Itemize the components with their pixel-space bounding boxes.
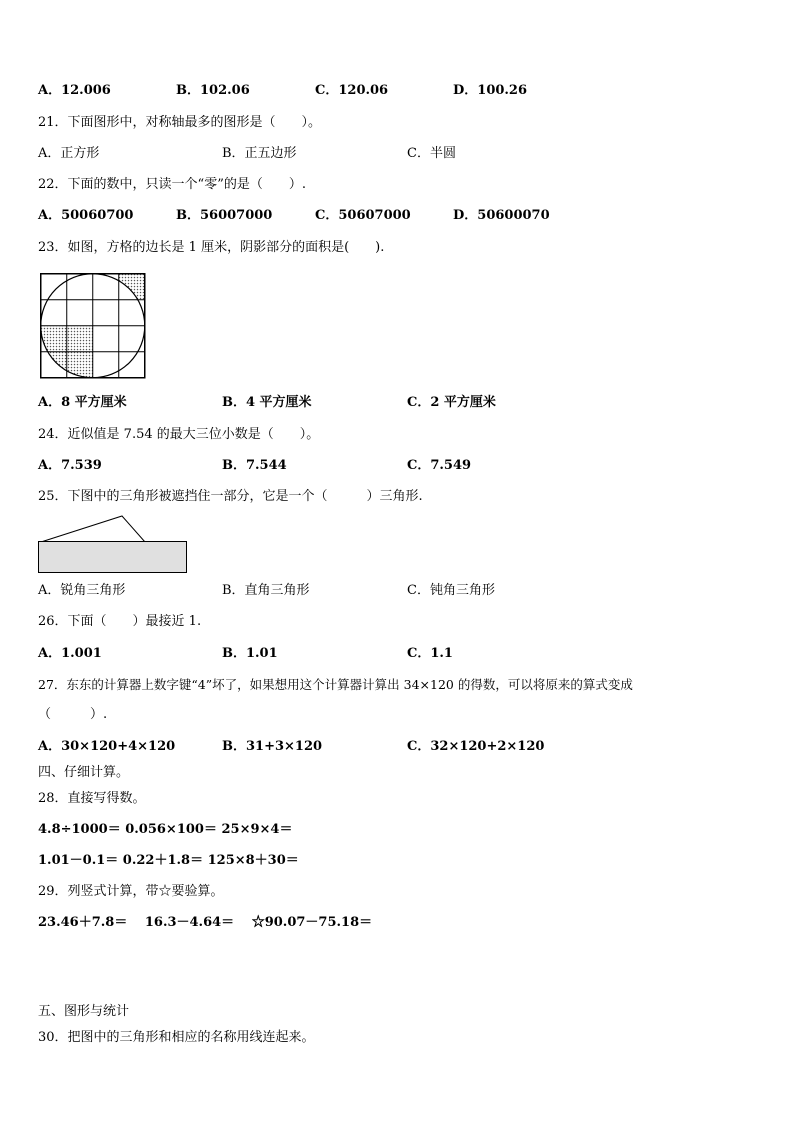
q25-option-a: A．锐角三角形	[38, 583, 126, 598]
q24-option-a: A．7.539	[38, 458, 102, 473]
q27-stem-blank: （ ）.	[38, 707, 108, 722]
section4-heading: 四、仔细计算。	[38, 765, 130, 780]
q22-stem: 22．下面的数中，只读一个“零”的是（ ）.	[38, 177, 306, 192]
q20-option-b: B．102.06	[176, 83, 250, 98]
q21-option-b: B．正五边形	[222, 146, 297, 161]
q24-option-c: C．7.549	[407, 458, 472, 473]
q26-option-c: C．1.1	[407, 646, 453, 661]
q22-option-c: C．50607000	[315, 208, 411, 223]
q21-option-a: A．正方形	[38, 146, 100, 161]
q25-option-b: B．直角三角形	[222, 583, 310, 598]
q23-option-b: B．4 平方厘米	[222, 395, 312, 410]
q27-option-c: C．32×120+2×120	[407, 739, 545, 754]
q21-stem: 21．下面图形中，对称轴最多的图形是（ ）。	[38, 115, 322, 130]
q20-option-d: D．100.26	[453, 83, 528, 98]
q27-stem: 27．东东的计算器上数字键“4”坏了，如果想用这个计算器计算出 34×120 的得数，可以将原来的算式变成	[38, 677, 633, 692]
q28-stem: 28．直接写得数。	[38, 791, 146, 806]
q24-stem: 24．近似值是 7.54 的最大三位小数是（ ）。	[38, 427, 320, 442]
q26-option-b: B．1.01	[222, 646, 278, 661]
q25-stem: 25．下图中的三角形被遮挡住一部分，它是一个（ ）三角形.	[38, 489, 423, 504]
q25-option-c: C．钝角三角形	[407, 583, 495, 598]
q22-option-a: A．50060700	[38, 208, 134, 223]
q20-option-c: C．120.06	[315, 83, 389, 98]
q20-option-a: A．12.006	[38, 83, 111, 98]
q27-option-a: A．30×120+4×120	[38, 739, 176, 754]
q23-option-c: C．2 平方厘米	[407, 395, 496, 410]
cover-rectangle	[39, 542, 187, 573]
q22-option-b: B．56007000	[176, 208, 273, 223]
hidden-triangle-figure	[37, 514, 189, 575]
q26-option-a: A．1.001	[38, 646, 102, 661]
q21-option-c: C．半圆	[407, 146, 456, 161]
q23-option-a: A．8 平方厘米	[38, 395, 127, 410]
section5-heading: 五、图形与统计	[38, 1004, 130, 1019]
q24-option-b: B．7.544	[222, 458, 287, 473]
q22-option-d: D．50600070	[453, 208, 550, 223]
q23-stem: 23．如图，方格的边长是 1 厘米，阴影部分的面积是( ).	[38, 240, 385, 255]
grid-circle-figure	[40, 273, 146, 379]
q26-stem: 26．下面（ ）最接近 1.	[38, 614, 202, 629]
triangle-visible-top	[41, 516, 145, 542]
q28-row1: 4.8÷1000＝ 0.056×100＝ 25×9×4＝	[38, 822, 293, 837]
q29-row1: 23.46＋7.8＝ 16.3－4.64＝ ☆90.07－75.18＝	[38, 915, 373, 930]
q27-option-b: B．31+3×120	[222, 739, 323, 754]
q28-row2: 1.01－0.1＝ 0.22＋1.8＝ 125×8＋30＝	[38, 853, 299, 868]
q29-stem: 29．列竖式计算，带☆要验算。	[38, 884, 224, 899]
q30-stem: 30．把图中的三角形和相应的名称用线连起来。	[38, 1030, 315, 1045]
